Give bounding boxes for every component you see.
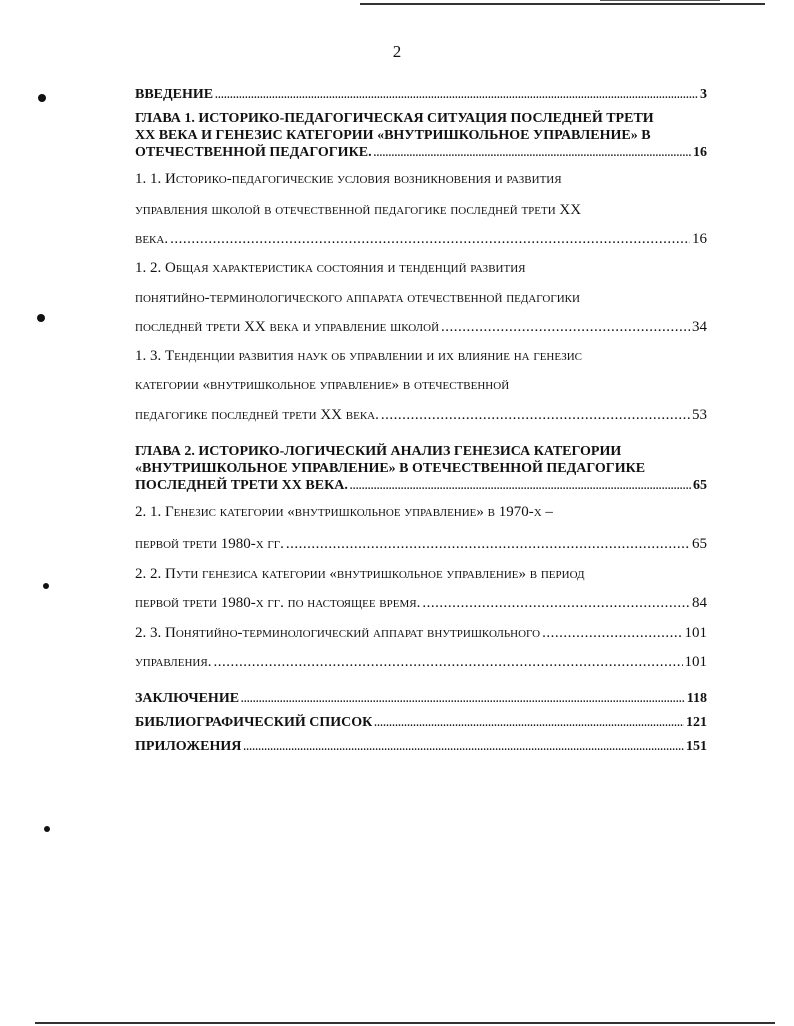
toc-title-line: 2. 1. Генезис категории «внутришкольное управление» в 1970-х – — [135, 504, 553, 520]
toc-title-line: 2. 3. Понятийно-терминологический аппарат внутришкольного — [135, 625, 541, 641]
toc-title-line: 2. 2. Пути генезиса категории «внутришкольное управление» в период — [135, 566, 585, 582]
toc-entry-section-1-3-cont — [135, 376, 707, 394]
toc-title-line: ГЛАВА 1. ИСТОРИКО-ПЕДАГОГИЧЕСКАЯ СИТУАЦИЯ ПОСЛЕДНЕЙ ТРЕТИ — [135, 111, 654, 126]
toc-entry-section-1-1-cont — [135, 201, 707, 219]
toc-title-line: ОТЕЧЕСТВЕННОЙ ПЕДАГОГИКЕ. — [135, 145, 372, 160]
toc-entry-section-1-2-end — [135, 318, 707, 336]
toc-page-number: 121 — [686, 715, 707, 730]
toc-title-line: управления. — [135, 654, 212, 670]
scan-edge-top-mark — [600, 0, 720, 1]
toc-page-number: 34 — [692, 319, 707, 335]
toc-title-line: века. — [135, 231, 169, 247]
toc-page-number: 151 — [686, 739, 707, 754]
toc-entry-section-1-1[interactable] — [135, 170, 707, 188]
toc-title: ЗАКЛЮЧЕНИЕ — [135, 691, 240, 706]
toc-entry-intro[interactable] — [135, 86, 707, 104]
toc-title-line: 1. 3. Тенденции развития наук об управлении и их влияние на генезис — [135, 348, 583, 364]
toc-entry-section-2-3-end — [135, 653, 707, 671]
toc-entry-section-1-3-end — [135, 406, 707, 424]
toc-title-line: 1. 1. Историко-педагогические условия возникновения и развития — [135, 171, 562, 187]
punch-hole-mark — [37, 314, 45, 322]
toc-entry-section-2-1-end — [135, 535, 707, 553]
toc-title-line: XX ВЕКА И ГЕНЕЗИС КАТЕГОРИИ «ВНУТРИШКОЛЬНОЕ УПРАВЛЕНИЕ» В — [135, 128, 651, 143]
toc-entry-conclusion[interactable] — [135, 690, 707, 708]
toc-entry-section-1-1-end — [135, 230, 707, 248]
punch-hole-mark — [38, 94, 46, 102]
toc-title-line: «ВНУТРИШКОЛЬНОЕ УПРАВЛЕНИЕ» В ОТЕЧЕСТВЕННОЙ ПЕДАГОГИКЕ — [135, 461, 646, 476]
toc-page-number: 101 — [684, 625, 707, 641]
toc-page-number: 118 — [686, 691, 707, 706]
toc-entry-section-2-1[interactable] — [135, 503, 707, 521]
toc-page-number: 16 — [693, 145, 707, 160]
toc-entry-section-2-3[interactable] — [135, 624, 707, 642]
toc-page-number: 101 — [684, 654, 707, 670]
toc-entry-section-2-2-end — [135, 594, 707, 612]
toc-entry-section-2-2[interactable] — [135, 565, 707, 583]
toc-title-line: управления школой в отечественной педагогике последней трети XX — [135, 202, 582, 218]
toc-entry-appendix[interactable] — [135, 738, 707, 756]
punch-hole-mark — [43, 583, 49, 589]
toc-page-number: 3 — [700, 87, 707, 102]
toc-page-number: 65 — [693, 478, 707, 493]
toc-entry-bibliography[interactable] — [135, 714, 707, 732]
toc-page-number: 16 — [692, 231, 707, 247]
toc-title: ПРИЛОЖЕНИЯ — [135, 739, 242, 754]
toc-title-line: последней трети XX века и управление школой — [135, 319, 440, 335]
toc-title-line: 1. 2. Общая характеристика состояния и тенденций развития — [135, 260, 526, 276]
toc-entry-section-1-2[interactable] — [135, 259, 707, 277]
toc-page-number: 84 — [692, 595, 707, 611]
toc-entry-chapter-2[interactable] — [135, 443, 707, 495]
toc-title-line: ПОСЛЕДНЕЙ ТРЕТИ XX ВЕКА. — [135, 478, 348, 493]
page-number: 2 — [392, 42, 402, 61]
punch-hole-mark — [44, 826, 50, 832]
toc-entry-section-1-2-cont — [135, 289, 707, 307]
toc-page-number: 53 — [692, 407, 707, 423]
toc-title: БИБЛИОГРАФИЧЕСКИЙ СПИСОК — [135, 715, 373, 730]
toc-title-line: первой трети 1980-х гг. — [135, 536, 284, 552]
toc-title: ВВЕДЕНИЕ — [135, 87, 214, 102]
toc-title-line: категории «внутришкольное управление» в отечественной — [135, 377, 510, 393]
toc-title-line: понятийно-терминологического аппарата отечественной педагогики — [135, 290, 580, 306]
toc-title-line: педагогике последней трети XX века. — [135, 407, 379, 423]
scan-edge-top — [360, 3, 765, 5]
scan-edge-bottom — [35, 1022, 775, 1024]
toc-entry-section-1-3[interactable] — [135, 347, 707, 365]
toc-page-number: 65 — [692, 536, 707, 552]
toc-entry-chapter-1[interactable] — [135, 110, 707, 162]
toc-title-line: первой трети 1980-х гг. по настоящее время. — [135, 595, 421, 611]
toc-title-line: ГЛАВА 2. ИСТОРИКО-ЛОГИЧЕСКИЙ АНАЛИЗ ГЕНЕЗИСА КАТЕГОРИИ — [135, 444, 622, 459]
